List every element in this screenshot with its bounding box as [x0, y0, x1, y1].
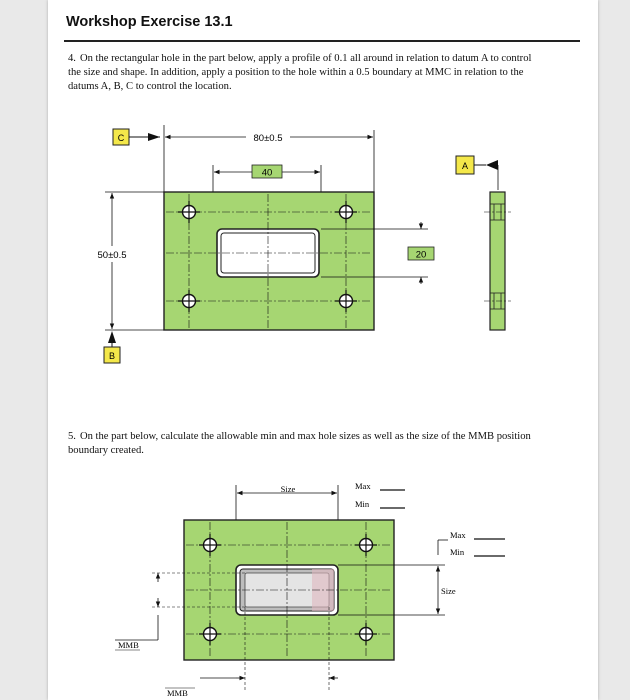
- datum-c-label: C: [117, 133, 125, 143]
- question-4-number: 4.: [68, 53, 76, 64]
- min-label-right: Min: [450, 547, 465, 557]
- size-label-top: Size: [280, 484, 296, 494]
- figure-2-drawing: [48, 460, 598, 700]
- hole-width-label: 40: [261, 167, 273, 179]
- question-5-text: On the part below, calculate the allowable min and max hole sizes as well as the size of the MMB position boundary created.: [68, 431, 531, 456]
- width-dimension: [164, 125, 374, 192]
- figure-1-drawing: [48, 0, 598, 380]
- datum-a-feature: [456, 156, 498, 190]
- page-title: Workshop Exercise 13.1: [66, 14, 233, 30]
- datum-b-label: B: [108, 351, 116, 361]
- height-dimension: [98, 192, 165, 330]
- mmb-label-left: MMB: [118, 640, 139, 650]
- width-dimension-label: 80±0.5: [253, 133, 283, 144]
- size-label-right: Size: [441, 586, 456, 596]
- datum-b-triangle: [108, 331, 116, 343]
- datum-c-feature: [113, 129, 160, 145]
- question-5: [68, 430, 538, 458]
- min-label-top: Min: [355, 499, 370, 509]
- mmb-label-bottom: MMB: [167, 688, 188, 698]
- worksheet-page: [48, 0, 598, 700]
- max-label-top: Max: [355, 481, 371, 491]
- datum-a-label: A: [461, 161, 469, 171]
- question-5-number: 5.: [68, 431, 76, 442]
- max-label-right: Max: [450, 530, 466, 540]
- question-4-text: On the rectangular hole in the part below, apply a profile of 0.1 all around in relation to datum A to control the size and shape. In addition, apply a position to the hole within a 0.5 boundary at MMC in relation to the datums A, B, C to control the location.: [68, 53, 532, 92]
- datum-a-triangle: [486, 160, 498, 170]
- side-view: [484, 192, 511, 330]
- height-dimension-label: 50±0.5: [97, 250, 127, 261]
- datum-b-feature: [104, 331, 120, 363]
- datum-c-triangle: [148, 133, 160, 141]
- hole-height-label: 20: [415, 249, 427, 261]
